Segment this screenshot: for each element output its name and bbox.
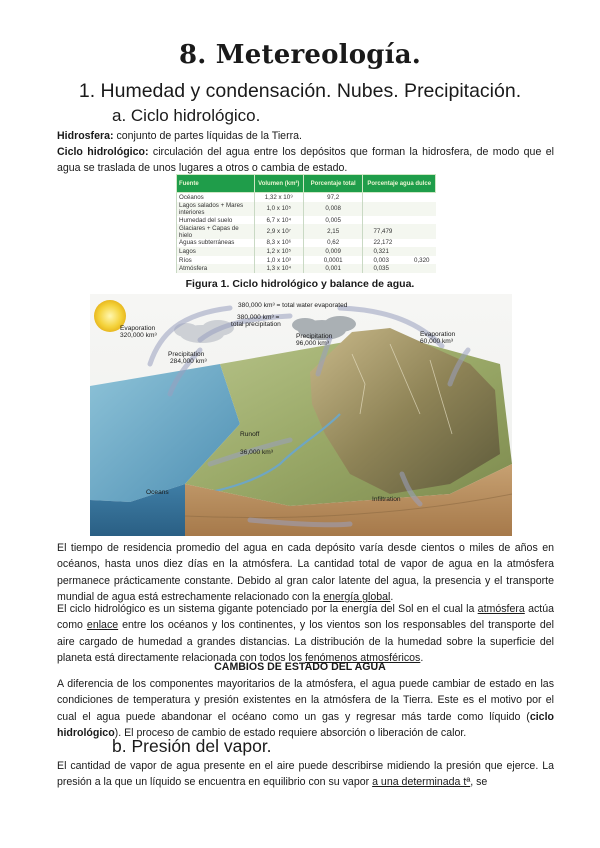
table-header: Volumen (km³) (254, 175, 303, 193)
paragraph-text: . (420, 652, 424, 665)
paragraph-text: entre los océanos y los continentes, y los vientos son los responsables del transporte del aire cargado de humedad a grandes distancias. La distribución de la humedad sobre la superficie del planeta está directamente relacionada con todos los (57, 619, 554, 665)
table-cell: Ríos (177, 256, 255, 265)
label-total-precip-1: 380,000 km³ = (237, 314, 280, 321)
paragraph-text: El ciclo hidrológico es un sistema gigante potenciado por la energía del Sol en el cual la (57, 603, 478, 615)
label-evap-ocean-2: 320,000 km³ (120, 332, 157, 339)
paragraph-text: , se (470, 776, 488, 789)
table-cell: 0,62 (303, 239, 363, 248)
table-cell: Humedad del suelo (177, 216, 255, 225)
link-determinada-temperatura[interactable]: a una determinada tª (372, 776, 471, 789)
paragraph-residence-time (57, 540, 554, 606)
label-runoff-value: 36,000 km³ (240, 449, 273, 456)
table-cell: Glaciares + Capas de hielo (177, 224, 255, 238)
paragraph-text: . (390, 591, 394, 604)
table-cell (363, 216, 436, 225)
label-evap-ocean-1: Evaporation (120, 325, 156, 332)
label-evap-land-2: 60,000 km³ (420, 338, 453, 345)
label-oceans: Oceans (146, 489, 169, 496)
paragraph-solar-system (57, 601, 554, 667)
table-cell-value: 0,035 (373, 265, 389, 273)
table-cell: Océanos (177, 193, 255, 202)
label-total-precip-2: total precipitation (231, 321, 281, 328)
heading-cambios-estado: CAMBIOS DE ESTADO DEL AGUA (214, 661, 386, 673)
paragraph-text: El tiempo de residencia promedio del agua en cada depósito varía desde cientos o miles de años en océanos, hasta unos diez días en la atmósfera. La cantidad total de vapor de agua en la atmósfera permanece prácticamente constante. Debido al gran calor latente del agua, la presencia y el transporte mundial de agua está estrechamente relacionado con la (57, 542, 554, 604)
table-cell (363, 264, 436, 273)
label-evap-land-1: Evaporation (420, 331, 456, 338)
table-row (177, 216, 436, 225)
table-header: Fuente (177, 175, 255, 193)
table-cell: 2,15 (303, 224, 363, 238)
link-energia-global[interactable]: energía global (323, 591, 391, 604)
label-runoff: Runoff (240, 431, 260, 438)
table-cell: 0,0001 (303, 256, 363, 265)
table-cell (363, 247, 436, 256)
table-row (177, 202, 436, 216)
table-row (177, 239, 436, 248)
hydrologic-cycle-figure (90, 294, 512, 536)
definition-ciclo (57, 144, 554, 177)
table-cell: 1,0 x 10⁵ (254, 202, 303, 216)
table-cell-value: 0,003 (373, 256, 389, 264)
table-cell: 77,479 (363, 224, 436, 238)
label-precip-ocean-2: 284,000 km³ (170, 358, 207, 365)
table-cell: 0,008 (303, 202, 363, 216)
table-cell (363, 256, 436, 265)
label-infiltration: Infiltration (372, 496, 401, 503)
subsection-heading-b: b. Presión del vapor. (112, 736, 272, 756)
table-cell: 22,172 (363, 239, 436, 248)
table-cell (363, 193, 436, 202)
table-cell: 0,009 (303, 247, 363, 256)
table-cell: 97,2 (303, 193, 363, 202)
section-heading-1: 1. Humedad y condensación. Nubes. Precipitación. (78, 80, 522, 102)
table-cell (363, 202, 436, 216)
table-cell: Atmósfera (177, 264, 255, 273)
table-row (177, 193, 436, 202)
figure-caption: Figura 1. Ciclo hidrológico y balance de agua. (185, 278, 415, 290)
table-cell: 1,32 x 10⁹ (254, 193, 303, 202)
bold-ciclo-hidrologico: ciclo hidrológico (57, 710, 554, 740)
paragraph-text: ). El proceso de cambio de estado requiere absorción o liberación de calor. (114, 727, 467, 740)
table-row (177, 264, 436, 273)
term-ciclo: Ciclo hidrológico: (57, 146, 149, 158)
label-precip-ocean-1: Precipitation (168, 351, 205, 358)
paragraph-state-changes (57, 676, 554, 742)
table-cell: Aguas subterráneas (177, 239, 255, 248)
table-cell: Lagos (177, 247, 255, 256)
subsection-heading-a: a. Ciclo hidrológico. (112, 106, 261, 125)
link-fenomenos[interactable]: fenómenos atmosféricos (304, 652, 421, 665)
table-cell: 2,9 x 10⁷ (254, 224, 303, 238)
page-title: 8. Metereología. (178, 40, 422, 70)
table-cell: 6,7 x 10⁴ (254, 216, 303, 225)
link-atmosfera[interactable]: atmósfera (477, 603, 525, 615)
paragraph-text: actúa como (57, 603, 554, 632)
label-total-evaporated: 380,000 km³ = total water evaporated (238, 302, 348, 309)
table-cell-value: 0,321 (373, 248, 389, 256)
table-cell: 1,0 x 10³ (254, 256, 303, 265)
table-header: Porcentaje total (303, 175, 363, 193)
definition-hidrosfera (57, 128, 554, 144)
paragraph-text: El cantidad de vapor de agua presente en el aire puede describirse midiendo la presión que ejerce. La presión a la que un líquido se encuentra en equilibrio con su vapor (57, 760, 554, 789)
table-cell: 1,3 x 10⁴ (254, 264, 303, 273)
label-precip-land-1: Precipitation (296, 333, 333, 340)
link-enlace[interactable]: enlace (86, 619, 119, 632)
definition-text-hidrosfera: conjunto de partes líquidas de la Tierra. (113, 130, 302, 142)
table-cell: 0,005 (303, 216, 363, 225)
table-row (177, 224, 436, 238)
paragraph-vapor-pressure (57, 758, 554, 791)
paragraph-text: A diferencia de los componentes mayoritarios de la atmósfera, el agua puede cambiar de estado en las condiciones de temperatura y presión existentes en la atmósfera de la Tierra. Este es el motivo por el cual el agua puede abandonar el océano como un gas y regresar más tarde como líquido ( (57, 678, 554, 723)
table-cell: 8,3 x 10⁶ (254, 239, 303, 248)
table-cell: 1,2 x 10⁵ (254, 247, 303, 256)
table-row (177, 256, 436, 265)
table-row (177, 247, 436, 256)
table-cell: 0,001 (303, 264, 363, 273)
table-cell: Lagos salados + Mares interiores (177, 202, 255, 216)
table-merged-value: 0,320 (414, 256, 430, 264)
label-precip-land-2: 96,000 km³ (296, 340, 329, 347)
hydrologic-cycle-illustration (90, 294, 512, 536)
term-hidrosfera: Hidrosfera: (57, 130, 114, 142)
water-reservoir-table (176, 174, 436, 273)
table-header: Porcentaje agua dulce (363, 175, 436, 193)
definition-text-ciclo: circulación del agua entre los depósitos que forman la hidrosfera, de modo que el agua se traslada de unos lugares a otros o cambia de estado. (57, 146, 554, 175)
